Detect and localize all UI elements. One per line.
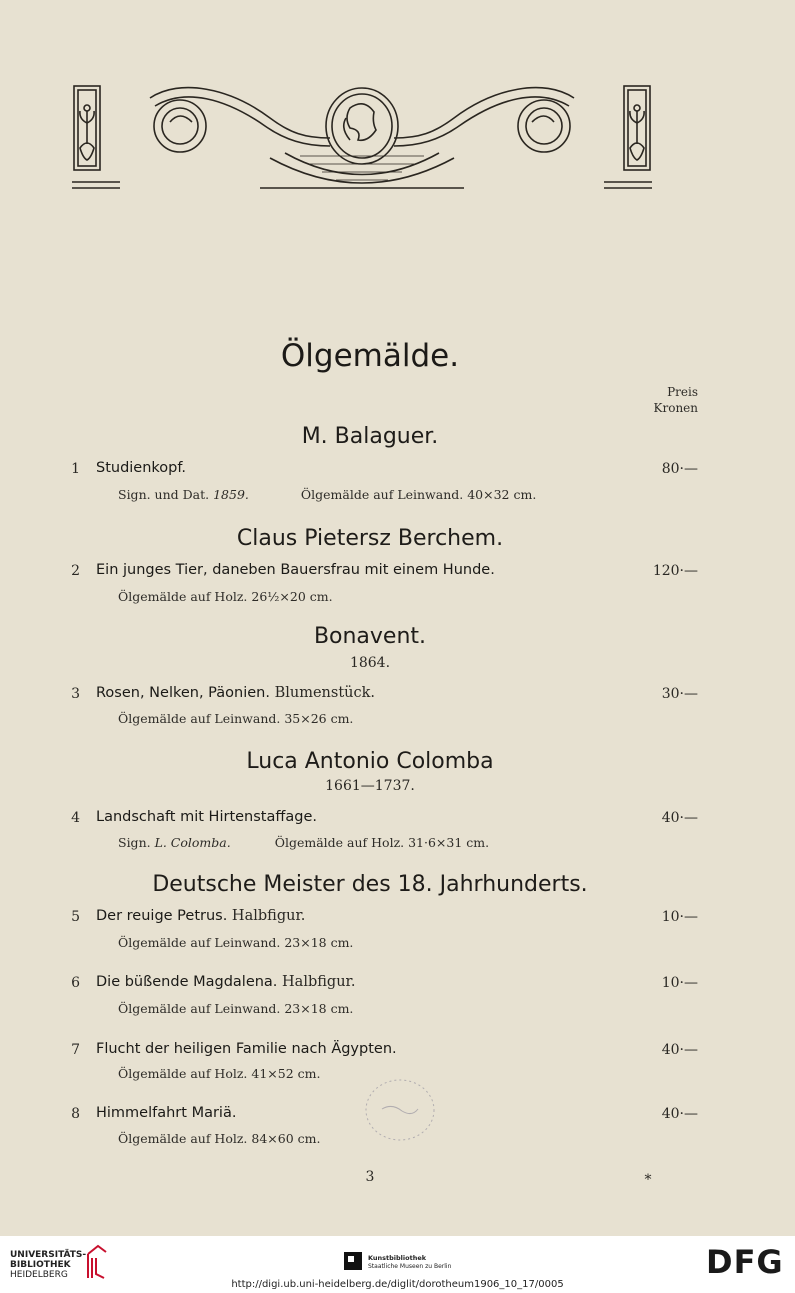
page-title: Ölgemälde.	[280, 338, 460, 374]
page-star: *	[644, 1172, 652, 1188]
section-heading: M. Balaguer.	[301, 424, 439, 449]
entry-price: 30·—	[661, 686, 698, 702]
section-heading: Bonavent.	[313, 624, 427, 649]
entry-title	[96, 460, 186, 476]
entry-title-rest: Blumenstück.	[269, 685, 376, 701]
entry-title-rest: Halbfigur.	[227, 908, 306, 924]
entry-title-main: Der reuige Petrus.	[96, 908, 228, 924]
page-number: 3	[365, 1169, 375, 1185]
kb-line-2: Staatliche Museen zu Berlin	[368, 1263, 452, 1270]
uni-line-2: BIBLIOTHEK	[10, 1260, 71, 1270]
entry-detail	[118, 935, 353, 950]
entry-detail	[118, 835, 489, 850]
entry-detail	[118, 1001, 353, 1016]
heidelberg-logo-text	[10, 1250, 86, 1280]
entry-number: 8	[71, 1106, 80, 1122]
ornament-header-icon	[60, 78, 700, 198]
library-stamp-icon	[360, 1075, 440, 1145]
entry-detail	[118, 487, 536, 502]
entry-price: 40·—	[661, 810, 698, 826]
entry-detail	[118, 589, 333, 604]
kunstbibliothek-logo-icon	[342, 1250, 364, 1272]
entry-number: 1	[71, 461, 80, 477]
entry-medium: Ölgemälde auf Holz. 84×60 cm.	[118, 1131, 321, 1146]
entry-title	[96, 809, 317, 825]
entry-title	[96, 1041, 397, 1057]
entry-detail	[118, 1131, 320, 1146]
entry-medium: Ölgemälde auf Leinwand. 23×18 cm.	[118, 1001, 354, 1016]
entry-title-main: Himmelfahrt Mariä.	[96, 1105, 237, 1121]
entry-number: 2	[71, 563, 80, 579]
entry-medium: Ölgemälde auf Holz. 41×52 cm.	[118, 1066, 321, 1081]
section-heading: Claus Pietersz Berchem.	[236, 526, 504, 551]
entry-price: 40·—	[661, 1042, 698, 1058]
entry-medium: Ölgemälde auf Leinwand. 23×18 cm.	[118, 935, 354, 950]
entry-title	[96, 562, 495, 578]
entry-number: 3	[71, 686, 80, 702]
source-url-link[interactable]: http://digi.ub.uni-heidelberg.de/diglit/dorotheum1906_10_17/0005	[231, 1279, 564, 1290]
entry-price: 10·—	[661, 975, 698, 991]
entry-signature-italic: 1859.	[213, 487, 249, 502]
section-heading: Luca Antonio Colomba	[246, 749, 494, 774]
entry-number: 5	[71, 909, 80, 925]
entry-signature-italic: L. Colomba.	[154, 835, 231, 850]
price-header	[640, 384, 698, 416]
entry-detail	[118, 1066, 320, 1081]
entry-number: 4	[71, 810, 80, 826]
entry-signature: Sign. und Dat.	[118, 487, 214, 502]
entry-title	[96, 685, 375, 701]
heidelberg-logo-icon	[84, 1240, 110, 1280]
uni-line-1: UNIVERSITÄTS-	[10, 1250, 87, 1260]
kb-line-1: Kunstbibliothek	[368, 1254, 427, 1262]
entry-price: 80·—	[661, 461, 698, 477]
entry-price: 10·—	[661, 909, 698, 925]
entry-title	[96, 908, 305, 924]
dfg-logo: DFG	[706, 1243, 784, 1281]
entry-title	[96, 1105, 236, 1121]
entry-medium: Ölgemälde auf Holz. 26½×20 cm.	[118, 589, 333, 604]
entry-title-main: Studienkopf.	[96, 460, 187, 476]
kunstbibliothek-text	[368, 1254, 451, 1271]
entry-medium: Ölgemälde auf Leinwand. 40×32 cm.	[300, 487, 537, 502]
entry-number: 6	[71, 975, 80, 991]
section-years: 1864.	[349, 655, 391, 671]
entry-medium: Ölgemälde auf Leinwand. 35×26 cm.	[118, 711, 354, 726]
entry-title-main: Die büßende Magdalena.	[96, 974, 278, 990]
entry-signature: Sign.	[118, 835, 155, 850]
entry-number: 7	[71, 1042, 80, 1058]
entry-medium: Ölgemälde auf Holz. 31·6×31 cm.	[274, 835, 490, 850]
section-years: 1661—1737.	[325, 778, 415, 794]
price-header-unit: Kronen	[653, 401, 698, 415]
entry-title-main: Flucht der heiligen Familie nach Ägypten.	[96, 1041, 397, 1057]
entry-detail	[118, 711, 353, 726]
entry-title	[96, 974, 355, 990]
entry-price: 120·—	[652, 563, 698, 579]
entry-title-main: Rosen, Nelken, Päonien.	[96, 685, 270, 701]
entry-price: 40·—	[661, 1106, 698, 1122]
price-header-label: Preis	[667, 385, 698, 399]
section-heading: Deutsche Meister des 18. Jahrhunderts.	[152, 872, 588, 897]
entry-title-main: Ein junges Tier, daneben Bauersfrau mit einem Hunde.	[96, 562, 495, 578]
entry-title-rest: Halbfigur.	[277, 974, 356, 990]
uni-line-3: HEIDELBERG	[10, 1270, 68, 1280]
entry-title-main: Landschaft mit Hirtenstaffage.	[96, 809, 317, 825]
